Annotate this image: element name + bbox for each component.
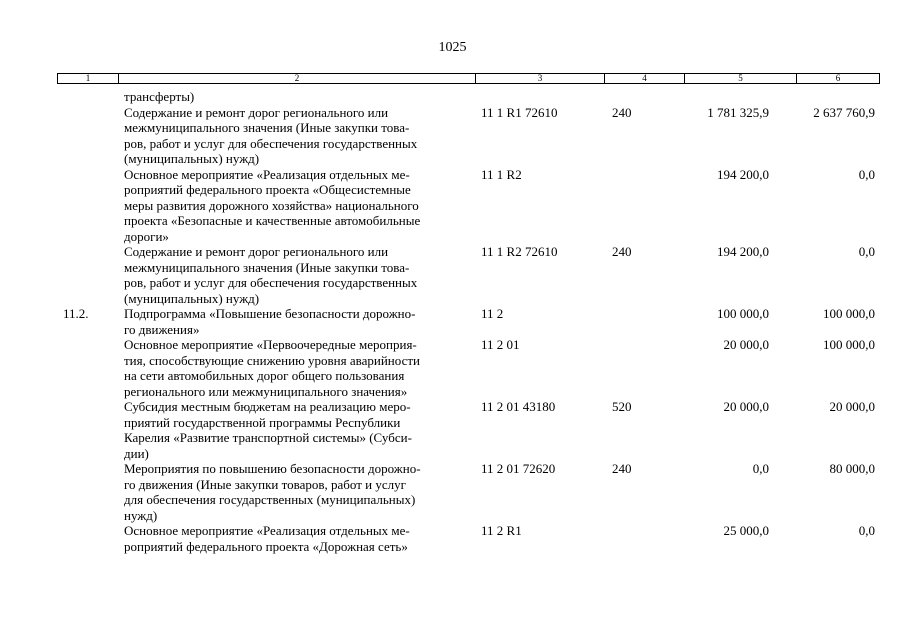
table-header <box>57 73 880 84</box>
description-line: (муниципальных) нужд) <box>124 151 260 166</box>
row-value-2021: 194 200,0 <box>717 244 769 259</box>
description-line: Карелия «Развитие транспортной системы» (Субси- <box>124 430 412 445</box>
row-value-2022: 20 000,0 <box>829 399 875 414</box>
row-description <box>124 105 417 167</box>
description-line: Содержание и ремонт дорог регионального или <box>124 104 389 120</box>
row-expense-type: 520 <box>612 399 632 414</box>
row-value-2022: 80 000,0 <box>829 461 875 476</box>
row-value-2022: 0,0 <box>858 523 875 538</box>
description-line: регионального или межмуниципального значения» <box>124 383 408 399</box>
description-line: межмуниципального значения (Иные закупки това- <box>124 120 410 135</box>
row-value-2022: 0,0 <box>858 166 875 182</box>
row-value-2022: 100 000,0 <box>823 306 875 321</box>
row-value-2021: 20 000,0 <box>723 337 769 352</box>
description-line: Содержание и ремонт дорог регионального или <box>124 244 389 259</box>
description-line: трансферты) <box>124 89 195 104</box>
row-value-2021: 194 200,0 <box>717 166 769 182</box>
description-line: (муниципальных) нужд) <box>124 290 260 306</box>
row-value-2021: 100 000,0 <box>717 306 769 321</box>
row-code: 11 2 <box>481 306 504 321</box>
header-col-3: 3 <box>476 74 605 83</box>
row-description <box>124 337 420 399</box>
description-line: ров, работ и услуг для обеспечения государственных <box>124 275 418 290</box>
description-line: тия, способствующие снижению уровня аварийности <box>124 352 420 368</box>
row-value-2021: 25 000,0 <box>723 523 769 538</box>
row-number: 11.2. <box>63 306 89 321</box>
description-line: Субсидия местным бюджетам на реализацию меро- <box>124 399 411 414</box>
row-value-2022: 0,0 <box>858 244 875 259</box>
description-line: Подпрограмма «Повышение безопасности дорожно- <box>124 306 416 321</box>
page-number: 1025 <box>438 40 467 55</box>
description-line: го движения (Иные закупки товаров, работ и услуг <box>124 476 406 492</box>
row-code: 11 2 01 72620 <box>481 461 556 476</box>
row-value-2022: 2 637 760,9 <box>813 104 875 120</box>
row-value-2021: 20 000,0 <box>723 399 769 414</box>
row-value-2022: 100 000,0 <box>823 337 875 352</box>
description-line: меры развития дорожного хозяйства» национального <box>124 197 419 213</box>
row-description <box>124 244 417 306</box>
description-line: приятий государственной программы Республики <box>124 414 401 430</box>
row-expense-type: 240 <box>612 461 632 476</box>
description-line: на сети автомобильных дорог общего пользования <box>124 368 405 383</box>
row-description <box>124 306 415 337</box>
description-line: Основное мероприятие «Реализация отдельных ме- <box>124 166 410 182</box>
row-code: 11 2 01 <box>481 337 520 352</box>
description-line: роприятий федерального проекта «Общесистемные <box>124 182 411 197</box>
description-line: дии) <box>124 445 149 461</box>
row-code: 11 1 R1 72610 <box>481 104 558 120</box>
description-line: для обеспечения государственных (муниципальных) <box>124 492 416 507</box>
description-line: нужд) <box>124 507 158 523</box>
row-code: 11 2 R1 <box>481 523 522 538</box>
row-code: 11 1 R2 <box>481 166 522 182</box>
header-col-5: 5 <box>685 74 797 83</box>
description-line: Основное мероприятие «Первоочередные мероприя- <box>124 337 417 352</box>
description-line: проекта «Безопасные и качественные автомобильные <box>124 213 421 228</box>
row-description <box>124 399 412 461</box>
row-code: 11 1 R2 72610 <box>481 244 558 259</box>
row-value-2021: 1 781 325,9 <box>707 104 769 120</box>
description-line: дороги» <box>124 228 169 244</box>
header-col-6: 6 <box>835 73 841 83</box>
description-line: межмуниципального значения (Иные закупки това- <box>124 259 410 275</box>
row-expense-type: 240 <box>612 104 632 120</box>
row-expense-type: 240 <box>612 244 632 259</box>
row-description <box>124 167 420 245</box>
header-col-1: 1 <box>58 74 119 83</box>
description-line: го движения» <box>124 321 200 337</box>
row-code: 11 2 01 43180 <box>481 399 556 414</box>
row-value-2021: 0,0 <box>752 461 769 476</box>
description-line: ров, работ и услуг для обеспечения государственных <box>124 135 418 151</box>
description-line: Основное мероприятие «Реализация отдельных ме- <box>124 523 410 538</box>
description-line: Мероприятия по повышению безопасности дорожно- <box>124 461 421 476</box>
row-description <box>124 89 194 105</box>
header-col-4: 4 <box>605 74 685 83</box>
header-col-2: 2 <box>119 74 476 83</box>
row-description <box>124 461 421 523</box>
description-line: роприятий федерального проекта «Дорожная сеть» <box>124 538 408 554</box>
row-description <box>124 523 410 554</box>
